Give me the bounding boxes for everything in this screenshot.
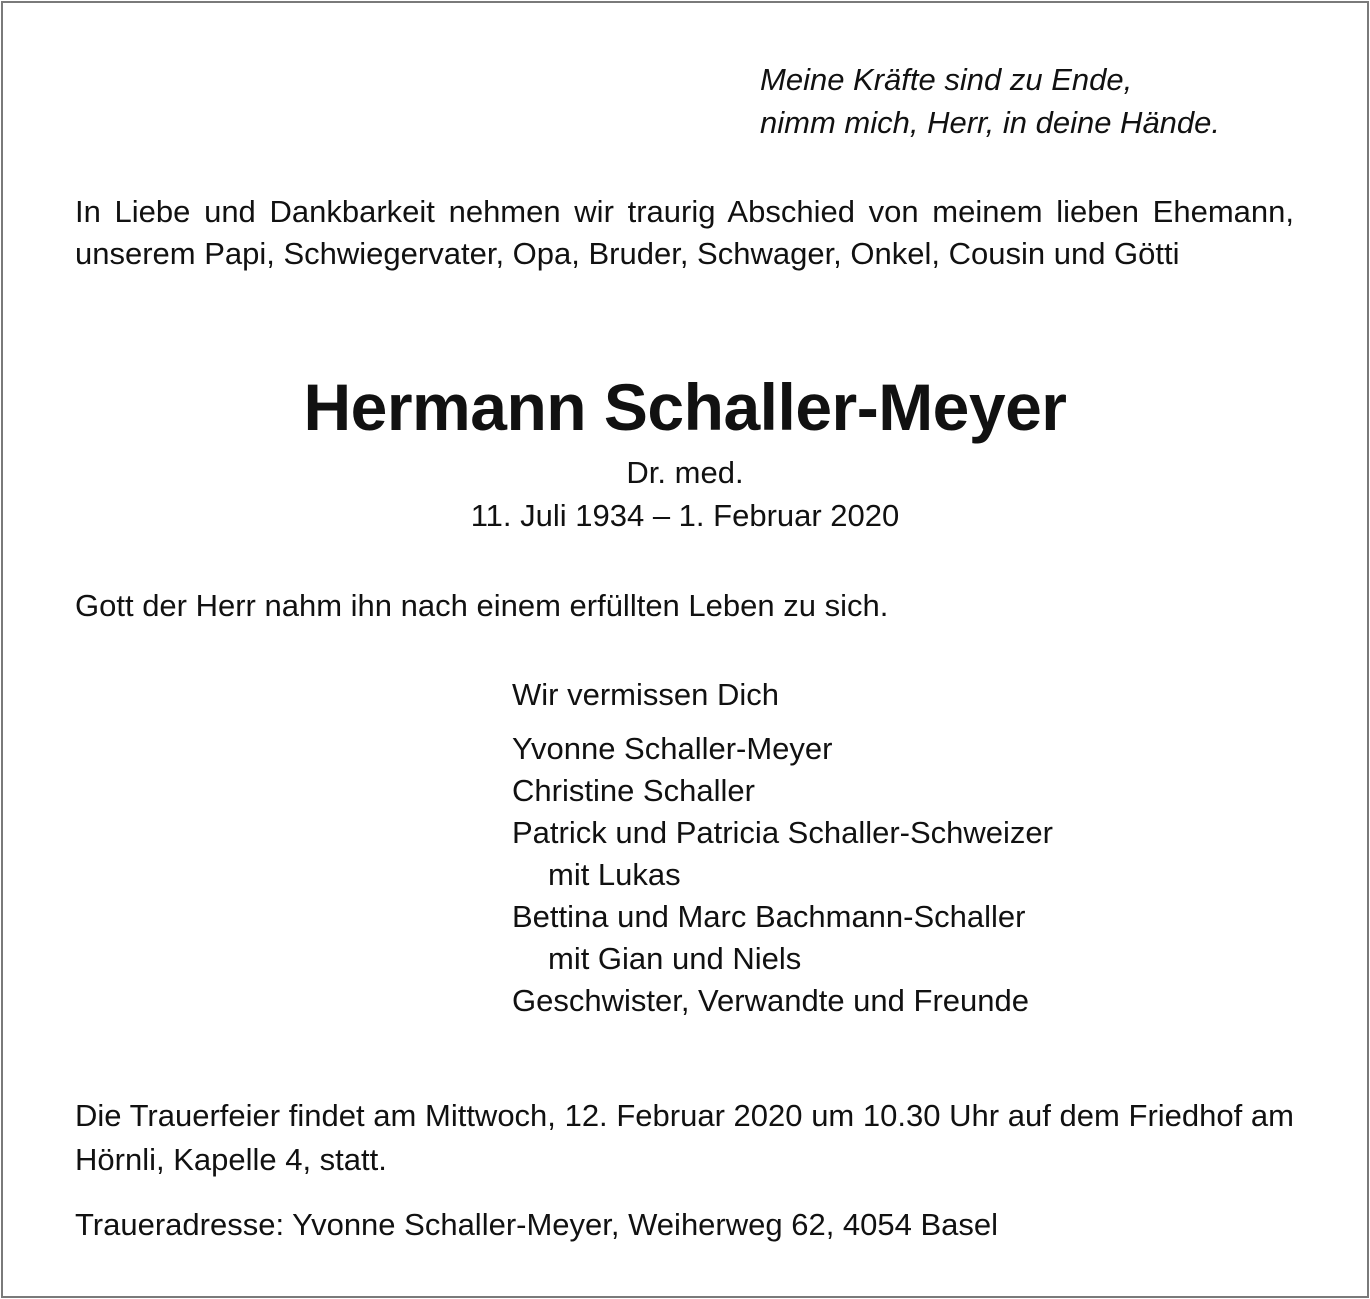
faith-line: Gott der Herr nahm ihn nach einem erfüllten Leben zu sich.	[75, 588, 889, 623]
ceremony-paragraph: Die Trauerfeier findet am Mittwoch, 12. Februar 2020 um 10.30 Uhr auf dem Friedhof am Hörnli, Kapelle 4, statt.	[75, 1098, 1294, 1177]
mourner-line: Christine Schaller	[512, 773, 755, 808]
motto-line-1: Meine Kräfte sind zu Ende,	[760, 62, 1133, 97]
mourner-line-indented: mit Gian und Niels	[548, 941, 802, 976]
mourner-line: Yvonne Schaller-Meyer	[512, 731, 833, 766]
intro-paragraph: In Liebe und Dankbarkeit nehmen wir traurig Abschied von meinem lieben Ehemann, unserem Papi, Schwiegervater, Opa, Bruder, Schwager, Onkel, Cousin und Götti	[75, 194, 1294, 271]
deceased-degree: Dr. med.	[626, 455, 744, 490]
missing-line: Wir vermissen Dich	[512, 677, 779, 712]
mourner-line-indented: mit Lukas	[548, 857, 681, 892]
deceased-name: Hermann Schaller-Meyer	[303, 370, 1067, 444]
motto-verse	[760, 58, 1220, 144]
motto-line-2: nimm mich, Herr, in deine Hände.	[760, 105, 1221, 140]
life-dates: 11. Juli 1934 – 1. Februar 2020	[470, 498, 900, 533]
mourners-list	[512, 728, 1053, 1022]
mourning-address: Traueradresse: Yvonne Schaller-Meyer, Weiherweg 62, 4054 Basel	[75, 1207, 999, 1242]
mourner-line: Patrick und Patricia Schaller-Schweizer	[512, 815, 1053, 850]
mourner-line: Bettina und Marc Bachmann-Schaller	[512, 899, 1026, 934]
mourner-line: Geschwister, Verwandte und Freunde	[512, 983, 1029, 1018]
